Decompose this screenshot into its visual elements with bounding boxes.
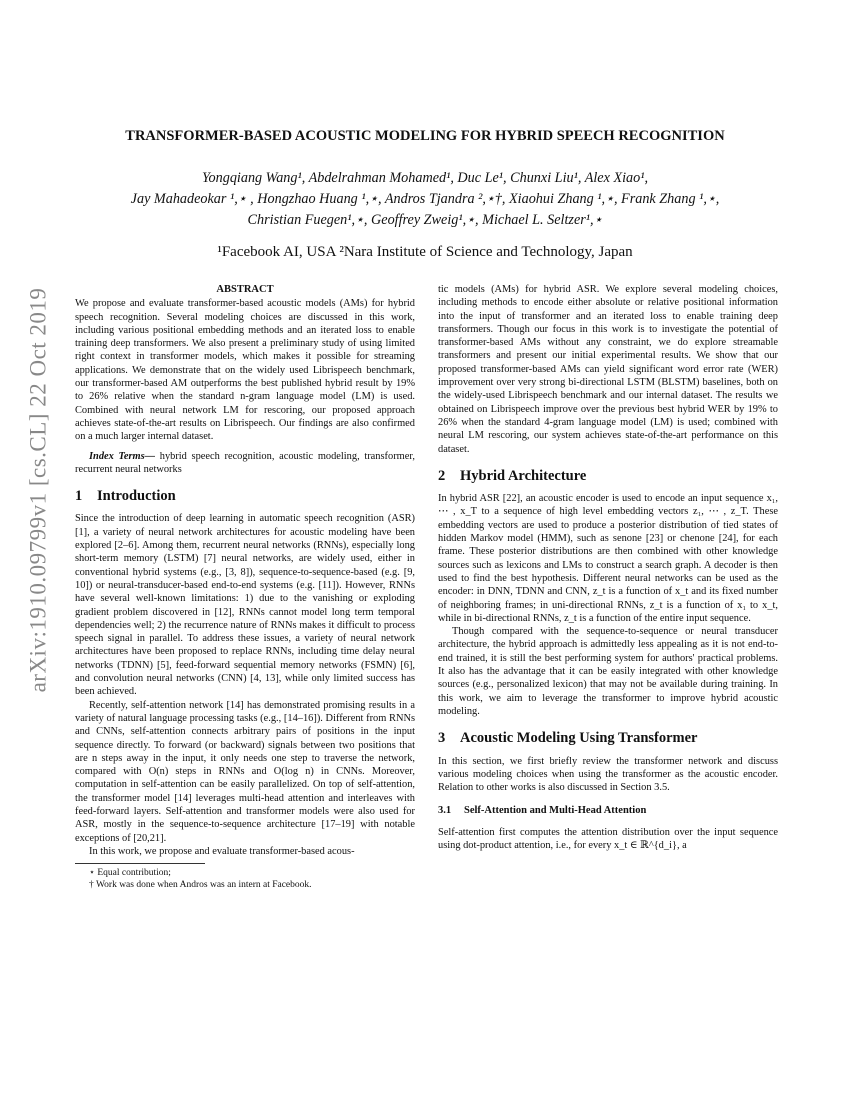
arxiv-stamp: arXiv:1910.09799v1 [cs.CL] 22 Oct 2019 bbox=[25, 287, 50, 693]
subsection-title: Self-Attention and Multi-Head Attention bbox=[464, 805, 647, 817]
author-line-1: Yongqiang Wang¹, Abdelrahman Mohamed¹, Duc Le¹, Chunxi Liu¹, Alex Xiao¹, bbox=[201, 170, 649, 186]
section-number: 2 bbox=[438, 467, 446, 484]
index-terms-label: Index Terms— bbox=[89, 450, 156, 462]
footnote-intern: † Work was done when Andros was an intern at Facebook. bbox=[89, 880, 312, 891]
section-heading-introduction bbox=[75, 490, 415, 503]
intro-paragraph-1: Since the introduction of deep learning in automatic speech recognition (ASR) [1], a variety of neural network architectures for acoustic modeling have been explored [2–6]. Among them, recurrent neural networks (RNNs), especially long short-term memory (LSTM) [7] neural networks, are widely used, either in conventional hybrid systems (e.g., [3, 8]), sequence-to-sequence-based (e.g. [9, 10]) or neural-transducer-based end-to-end systems (e.g. [11]). However, RNNs have several well-known limitations: 1) due to the vanishing or exploding gradient problem discovered in [12], RNNs cannot model long term temporal dependencies well; 2) the recurrence nature of RNNs makes it difficult to process speech signal in parallel. To address these issues, a variety of neural network architectures have been proposed to replace RNNs, including time delay neural networks (TDNN) [5], feed-forward sequential memory networks (FSMN) [6], and convolution neural networks (CNN) [4, 13], while only limited success has been achieved. bbox=[75, 513, 415, 698]
paper-title: TRANSFORMER-BASED ACOUSTIC MODELING FOR HYBRID SPEECH RECOGNITION bbox=[125, 128, 725, 144]
subsection-heading-self-attention bbox=[438, 804, 778, 817]
index-terms bbox=[75, 450, 415, 477]
abstract-heading: ABSTRACT bbox=[216, 284, 274, 295]
intro-paragraph-3-start: In this work, we propose and evaluate transformer-based acous- bbox=[89, 845, 355, 857]
subsection-number: 3.1 bbox=[438, 805, 452, 817]
index-terms-text: hybrid speech recognition, acoustic modeling, transformer, recurrent neural networks bbox=[75, 450, 415, 475]
author-line-3: Christian Fuegen¹,⋆, Geoffrey Zweig¹,⋆, Michael L. Seltzer¹,⋆ bbox=[247, 212, 603, 228]
acoustic-paragraph-1: In this section, we first briefly review the transformer network and discuss various modeling choices when using the transformer as the acoustic encoder. Relation to other works is also discussed in Section 3.5. bbox=[438, 755, 778, 794]
right-column bbox=[438, 283, 778, 852]
self-attention-paragraph: Self-attention first computes the attention distribution over the input sequence using dot-product attention, i.e., for every x_t ∈ ℝ^{d_i}, a bbox=[438, 826, 778, 851]
section-title: Acoustic Modeling Using Transformer bbox=[460, 730, 698, 747]
footnote-rule bbox=[75, 863, 205, 864]
hybrid-paragraph-2: Though compared with the sequence-to-sequence or neural transducer architecture, the hybrid approach is admittedly less appealing as it is not end-to-end trained, it is still the best performing system for authors' practical problems. It also has the advantage that it can be easily integrated with other knowledge sources (e.g., personalized lexicon) that may not be available during training. In this work, we aim to leverage the transformer to improve hybrid acoustic modeling. bbox=[438, 626, 778, 717]
section-title: Hybrid Architecture bbox=[460, 467, 587, 484]
author-list bbox=[60, 168, 790, 231]
section-title: Introduction bbox=[97, 488, 176, 505]
section-number: 1 bbox=[75, 488, 83, 505]
left-column bbox=[75, 283, 415, 891]
hybrid-paragraph-1: In hybrid ASR [22], an acoustic encoder is used to encode an input sequence x₁, ⋯ , x_T to a sequence of high level embedding vectors z₁, ⋯ , z_T. These embedding vectors are used to produce a posterior distribution of tied states of hidden Markov model (HMM), such as senone [23] or chenone [24], for each frame. These posterior distributions are then combined with other knowledge sources such as lexicons and LMs to construct a search graph. A decoder is then used to find the best hypothesis. Different neural networks can be used as the encoder: in DNN, TDNN and CNN, z_t is a function of x_t and its fixed number of neighboring frames; in uni-directional RNNs, z_t is a function of x₁ to x_t, while in bi-directional RNNs, z_t is a function of the entire input sequence. bbox=[438, 493, 778, 624]
intro-paragraph-3-cont: tic models (AMs) for hybrid ASR. We explore several modeling choices, including methods to encode either absolute or relative positional information into the input of transformer and an iterated loss to enable training deep transformers. Though our focus in this work is to investigate the potential of transformer-based AMs without any constraint, we do explore streamable transformers and present our initial experimental results. We show that our proposed transformer-based AMs can yield significant word error rate (WER) improvement over very strong bi-directional LSTM (BLSTM) baselines, both on the widely-used Librispeech benchmark and our internal dataset. The results we obtained on Librispeech improve over the previous best hybrid WER by 19% to 26% when the standard 4-gram language model (LM) is used; combined with neural LM rescoring, our system achieves state-of-the-art performance on this dataset. bbox=[438, 284, 778, 455]
section-heading-acoustic-modeling bbox=[438, 732, 778, 745]
affiliations: ¹Facebook AI, USA ²Nara Institute of Science and Technology, Japan bbox=[217, 244, 633, 260]
section-heading-hybrid-architecture bbox=[438, 467, 778, 484]
author-line-2: Jay Mahadeokar ¹,⋆ , Hongzhao Huang ¹,⋆, Andros Tjandra ²,⋆†, Xiaohui Zhang ¹,⋆, Frank Zhang ¹,⋆, bbox=[130, 191, 720, 207]
intro-paragraph-2: Recently, self-attention network [14] has demonstrated promising results in a variety of natural language processing tasks (e.g., [14–16]). Different from RNNs and CNNs, self-attention connects arbitrary pairs of positions in the input sequence directly. To forward (or backward) signals between two positions that are n steps away in the input, it only needs one step to traverse the network, compared with O(n) steps in RNNs and O(log n) in CNNs. Moreover, computation in self-attention can be easily parallelized. On top of self-attention, the transformer model [14] leverages multi-head attention and interleaves with feed-forward layers. Self-attention and transformer models were also used for ASR, mostly in the sequence-to-sequence architecture [17–19] with notable exceptions of [20,21]. bbox=[75, 699, 415, 844]
footnote-equal-contribution: ⋆ Equal contribution; bbox=[89, 868, 171, 879]
abstract-text: We propose and evaluate transformer-based acoustic models (AMs) for hybrid speech recognition. Several modeling choices are discussed in this work, including various positional embedding methods and an iterated loss to enable training deep transformers. We also present a preliminary study of using limited right context in transformer models, which makes it possible for streaming applications. We demonstrate that on the widely used Librispeech benchmark, our transformer-based AM outperforms the best published hybrid result by 19% to 26% relative when the standard n-gram language model (LM) is used. Combined with neural network LM for rescoring, our proposed approach achieves state-of-the-art results on Librispeech. Our findings are also confirmed on a much larger internal dataset. bbox=[75, 298, 415, 443]
section-number: 3 bbox=[438, 730, 446, 747]
